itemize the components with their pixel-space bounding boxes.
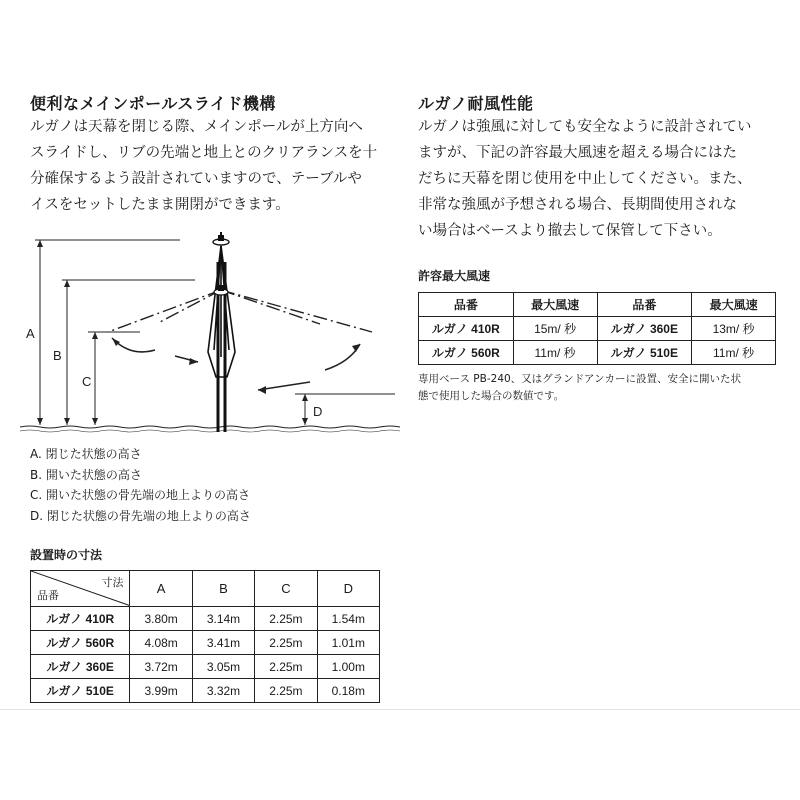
- dims-cell: 1.00m: [317, 655, 379, 679]
- left-paragraph-line: イスをセットしたまま開閉ができます。: [30, 197, 290, 213]
- dims-cell: 3.14m: [192, 607, 254, 631]
- wind-speed: 15m/ 秒: [513, 317, 597, 341]
- dims-row-name: ルガノ 560R: [31, 631, 130, 655]
- right-paragraph: [418, 114, 752, 244]
- wind-title: 許容最大風速: [418, 269, 491, 283]
- wind-note: [418, 371, 741, 405]
- dims-cell: 1.01m: [317, 631, 379, 655]
- left-paragraph-line: ルガノは天幕を閉じる際、メインポールが上方向へ: [30, 119, 363, 135]
- dims-cell: 3.72m: [130, 655, 192, 679]
- dims-cell: 3.41m: [192, 631, 254, 655]
- dimension-arrowheads: [37, 240, 308, 425]
- left-heading: 便利なメインポールスライド機構: [30, 94, 276, 113]
- dims-cell: 3.80m: [130, 607, 192, 631]
- legend-item: A. 閉じた状態の高さ: [30, 447, 142, 461]
- dimensions-table: [30, 570, 380, 703]
- umbrella-diagram: [20, 232, 400, 442]
- wind-speed: 11m/ 秒: [513, 341, 597, 365]
- closed-canopy: [208, 246, 235, 377]
- dims-cell: 3.32m: [192, 679, 254, 703]
- arrow-head: [258, 386, 266, 394]
- wind-note-line: 態で使用した場合の数値です。: [418, 390, 565, 402]
- dimension-a-label: A: [26, 326, 35, 341]
- dims-cell: 2.25m: [255, 631, 317, 655]
- dimension-d-label: D: [313, 404, 323, 419]
- dims-corner-header: [31, 571, 130, 607]
- wind-model: ルガノ 360E: [597, 317, 692, 341]
- table-row: [419, 317, 776, 341]
- legend-item: D. 閉じた状態の骨先端の地上よりの高さ: [30, 508, 251, 523]
- wind-col-header: 最大風速: [692, 293, 776, 317]
- table-row: [31, 631, 380, 655]
- wind-speed: 13m/ 秒: [692, 317, 776, 341]
- table-row: [31, 607, 380, 631]
- right-paragraph-line: ルガノは強風に対しても安全なように設計されてい: [418, 119, 752, 135]
- legend-item: B. 開いた状態の高さ: [30, 467, 142, 482]
- ground-line: [20, 426, 400, 432]
- right-paragraph-line: ますが、下記の許容最大風速を超える場合にはた: [418, 145, 737, 161]
- arrow-head: [352, 344, 360, 352]
- dims-cell: 3.99m: [130, 679, 192, 703]
- dims-col-header: A: [130, 571, 192, 607]
- wind-col-header: 品番: [597, 293, 692, 317]
- table-row: [31, 679, 380, 703]
- dims-title: 設置時の寸法: [30, 548, 103, 562]
- right-heading: ルガノ耐風性能: [418, 94, 534, 113]
- wind-model: ルガノ 560R: [419, 341, 514, 365]
- dims-row-name: ルガノ 410R: [31, 607, 130, 631]
- legend-item: C. 開いた状態の骨先端の地上よりの高さ: [30, 488, 251, 502]
- wind-speed-table: [418, 292, 776, 365]
- dims-corner-bottom: 品番: [37, 590, 59, 602]
- dimension-b-label: B: [53, 348, 62, 363]
- dims-col-header: C: [255, 571, 317, 607]
- wind-model: ルガノ 410R: [419, 317, 514, 341]
- left-paragraph-line: 分確保するよう設計されていますので、テーブルや: [30, 171, 362, 187]
- dims-row-name: ルガノ 360E: [31, 655, 130, 679]
- wind-model: ルガノ 510E: [597, 341, 692, 365]
- right-paragraph-line: 非常な強風が予想される場合、長期間使用されな: [418, 197, 737, 213]
- wind-speed: 11m/ 秒: [692, 341, 776, 365]
- table-row: [31, 655, 380, 679]
- wind-col-header: 最大風速: [513, 293, 597, 317]
- dims-cell: 2.25m: [255, 655, 317, 679]
- dims-col-header: D: [317, 571, 379, 607]
- dims-cell: 4.08m: [130, 631, 192, 655]
- dimension-c-label: C: [82, 374, 92, 389]
- umbrella-finial: [213, 232, 229, 245]
- right-paragraph-line: だちに天幕を閉じ使用を中止してください。また、: [418, 171, 752, 187]
- dims-cell: 2.25m: [255, 679, 317, 703]
- dims-cell: 3.05m: [192, 655, 254, 679]
- dims-corner-top: 寸法: [101, 577, 124, 589]
- wind-col-header: 品番: [419, 293, 514, 317]
- dims-col-header: B: [192, 571, 254, 607]
- dimension-legend: [30, 444, 251, 526]
- table-row: [419, 341, 776, 365]
- open-canopy-ribs: [108, 290, 372, 332]
- wind-note-line: 専用ベース PB-240、又はグランドアンカーに設置、安全に開いた状: [418, 373, 741, 385]
- bottom-divider: [0, 709, 800, 710]
- dims-row-name: ルガノ 510E: [31, 679, 130, 703]
- right-paragraph-line: い場合はベースより撤去して保管して下さい。: [418, 223, 722, 239]
- dims-cell: 0.18m: [317, 679, 379, 703]
- movement-arrows: [112, 338, 360, 390]
- arrow-head: [189, 358, 198, 365]
- dims-cell: 1.54m: [317, 607, 379, 631]
- left-paragraph: [30, 114, 377, 218]
- dims-cell: 2.25m: [255, 607, 317, 631]
- left-paragraph-line: スライドし、リブの先端と地上とのクリアランスを十: [30, 145, 378, 161]
